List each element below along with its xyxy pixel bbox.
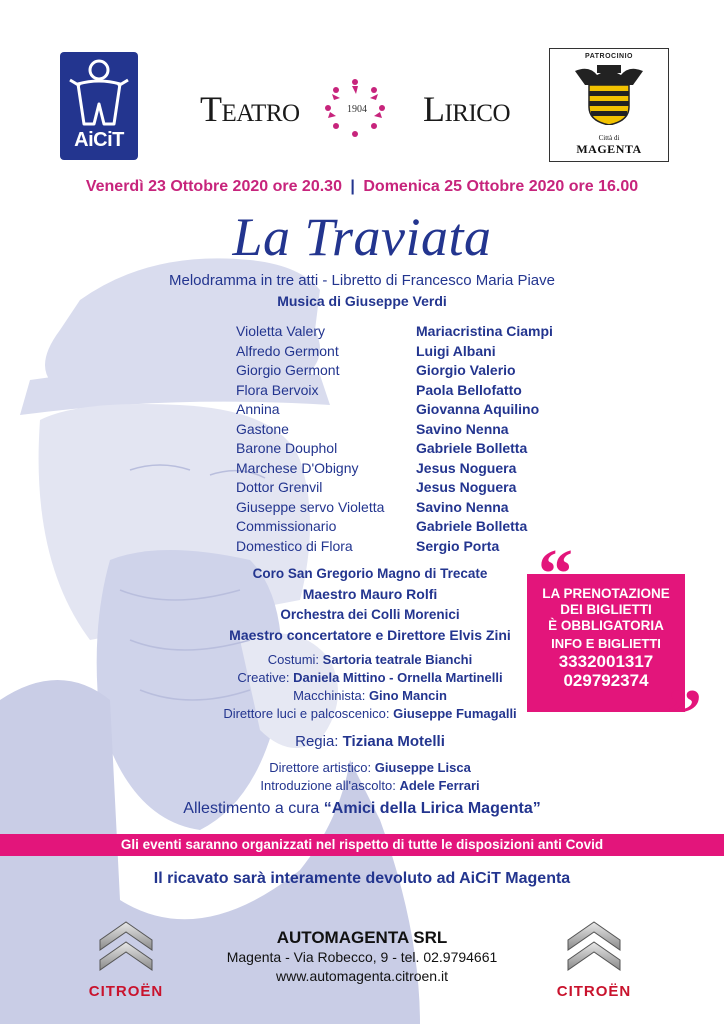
magenta-coat-of-arms-icon bbox=[569, 63, 649, 125]
cast-role: Barone Douphol bbox=[236, 440, 338, 456]
cast-singer: Jesus Noguera bbox=[416, 459, 517, 476]
cast-row bbox=[236, 420, 576, 440]
cast-role: Giorgio Germont bbox=[236, 362, 340, 378]
patrocinio-magenta-logo bbox=[549, 48, 669, 162]
cast-role: Violetta Valery bbox=[236, 323, 325, 339]
citroen-brand-right: CITROËN bbox=[556, 983, 632, 1000]
regia-credit bbox=[130, 733, 610, 750]
citroen-brand-left: CITROËN bbox=[88, 983, 164, 1000]
booking-line2: DEI BIGLIETTI bbox=[560, 602, 652, 617]
cast-singer: Gabriele Bolletta bbox=[416, 440, 528, 456]
cast-row bbox=[236, 459, 576, 479]
opera-title: La Traviata bbox=[232, 207, 492, 267]
booking-line3: È OBBLIGATORIA bbox=[548, 618, 664, 633]
cast-role: Marchese D'Obigny bbox=[236, 459, 359, 476]
booking-line1: LA PRENOTAZIONE bbox=[542, 586, 670, 601]
teatro-word: Teatro bbox=[200, 89, 300, 129]
aicit-person-icon bbox=[60, 52, 138, 132]
cast-row bbox=[236, 537, 576, 557]
dealer-info bbox=[180, 928, 544, 986]
cast-singer: Paola Bellofatto bbox=[416, 381, 522, 398]
costumi-label: Costumi: bbox=[267, 652, 320, 667]
costumi-value: Sartoria teatrale Bianchi bbox=[322, 652, 473, 667]
date-sunday: Domenica 25 Ottobre 2020 ore 16.00 bbox=[363, 178, 639, 195]
booking-phone2: 029792374 bbox=[563, 671, 649, 690]
creative-label: Creative: bbox=[237, 670, 290, 685]
ascolto-label: Introduzione all'ascolto: bbox=[260, 778, 396, 793]
cast-row bbox=[236, 478, 576, 498]
teatro-lirico-logo bbox=[200, 82, 510, 146]
coro-credit: Coro San Gregorio Magno di Trecate bbox=[252, 566, 488, 581]
cast-singer: Luigi Albani bbox=[416, 342, 496, 359]
direttore-credit: Maestro concertatore e Direttore Elvis Zini bbox=[229, 627, 511, 643]
regia-label: Regia: bbox=[295, 733, 339, 750]
allestimento-label: Allestimento a cura bbox=[183, 800, 320, 817]
allestimento-value: “Amici della Lirica Magenta” bbox=[323, 800, 541, 817]
aicit-logo-text: AiCiT bbox=[74, 129, 124, 151]
luci-value: Giuseppe Fumagalli bbox=[393, 706, 517, 721]
dealer-address: Magenta - Via Robecco, 9 - tel. 02.9794661 bbox=[226, 949, 498, 965]
cast-row bbox=[236, 498, 576, 518]
cast-singer: Savino Nenna bbox=[416, 498, 509, 515]
artistico-label: Direttore artistico: bbox=[269, 760, 372, 775]
cast-singer: Jesus Noguera bbox=[416, 479, 517, 495]
cast-singer: Mariacristina Ciampi bbox=[416, 323, 553, 339]
cast-role: Annina bbox=[236, 401, 280, 417]
dealer-name: AUTOMAGENTA SRL bbox=[276, 928, 448, 947]
macchinista-label: Macchinista: bbox=[293, 688, 366, 703]
music-credit: Musica di Giuseppe Verdi bbox=[277, 293, 447, 309]
cast-role: Giuseppe servo Violetta bbox=[236, 498, 385, 515]
date-friday: Venerdì 23 Ottobre 2020 ore 20.30 bbox=[85, 178, 342, 195]
artistico-value: Giuseppe Lisca bbox=[374, 760, 471, 775]
cast-role: Flora Bervoix bbox=[236, 381, 319, 398]
orchestra-credit: Orchestra dei Colli Morenici bbox=[280, 607, 460, 622]
ricavato-notice: Il ricavato sarà interamente devoluto ad AiCiT Magenta bbox=[153, 870, 571, 887]
cast-singer: Sergio Porta bbox=[416, 537, 500, 554]
cast-row bbox=[236, 400, 576, 420]
cast-row bbox=[236, 439, 576, 459]
ascolto-credit bbox=[130, 778, 610, 793]
cast-row bbox=[236, 342, 576, 362]
citroen-chevrons-icon bbox=[566, 914, 622, 972]
booking-line4: INFO E BIGLIETTI bbox=[551, 636, 661, 651]
open-quote-icon: “ bbox=[538, 536, 573, 613]
cast-singer: Gabriele Bolletta bbox=[416, 518, 528, 534]
citta-di-label: Città di bbox=[598, 134, 620, 142]
cast-row bbox=[236, 322, 576, 342]
date-separator: | bbox=[350, 178, 355, 195]
event-dates bbox=[0, 178, 724, 196]
magenta-city-label: MAGENTA bbox=[576, 142, 642, 156]
patrocinio-label: PATROCINIO bbox=[585, 53, 633, 60]
creative-value: Daniela Mittino - Ornella Martinelli bbox=[293, 670, 503, 685]
cast-role: Domestico di Flora bbox=[236, 537, 353, 554]
cast-singer: Savino Nenna bbox=[416, 420, 509, 437]
citroen-logo-left bbox=[76, 912, 176, 1000]
luci-label: Direttore luci e palcoscenico: bbox=[223, 706, 390, 721]
regia-value: Tiziana Motelli bbox=[342, 733, 445, 750]
artistico-credit bbox=[130, 760, 610, 775]
cast-singer: Giorgio Valerio bbox=[416, 362, 516, 378]
cast-role: Alfredo Germont bbox=[236, 342, 339, 359]
cast-role: Dottor Grenvil bbox=[236, 479, 323, 495]
teatro-year: 1904 bbox=[347, 104, 367, 115]
allestimento-credit bbox=[0, 800, 724, 818]
lirico-word: Lirico bbox=[422, 89, 510, 129]
dealer-website: www.automagenta.citroen.it bbox=[276, 968, 448, 984]
macchinista-value: Gino Mancin bbox=[368, 688, 447, 703]
ascolto-value: Adele Ferrari bbox=[399, 778, 480, 793]
aicit-logo bbox=[60, 52, 138, 160]
maestro-coro-credit: Maestro Mauro Rolfi bbox=[302, 586, 438, 602]
opera-subtitle: Melodramma in tre atti - Libretto di Francesco Maria Piave bbox=[169, 272, 555, 289]
cast-row bbox=[236, 381, 576, 401]
cast-role: Commissionario bbox=[236, 518, 337, 534]
cast-role: Gastone bbox=[236, 420, 289, 437]
cast-row bbox=[236, 517, 576, 537]
covid-notice-banner: Gli eventi saranno organizzati nel rispetto di tutte le disposizioni anti Covid bbox=[0, 834, 724, 856]
citroen-logo-right bbox=[544, 912, 644, 1000]
close-quote-icon: ” bbox=[667, 676, 702, 753]
booking-phone1: 3332001317 bbox=[558, 652, 654, 671]
cast-list bbox=[236, 322, 576, 556]
cast-row bbox=[236, 361, 576, 381]
cast-singer: Giovanna Aquilino bbox=[416, 401, 540, 417]
citroen-chevrons-icon bbox=[98, 914, 154, 972]
